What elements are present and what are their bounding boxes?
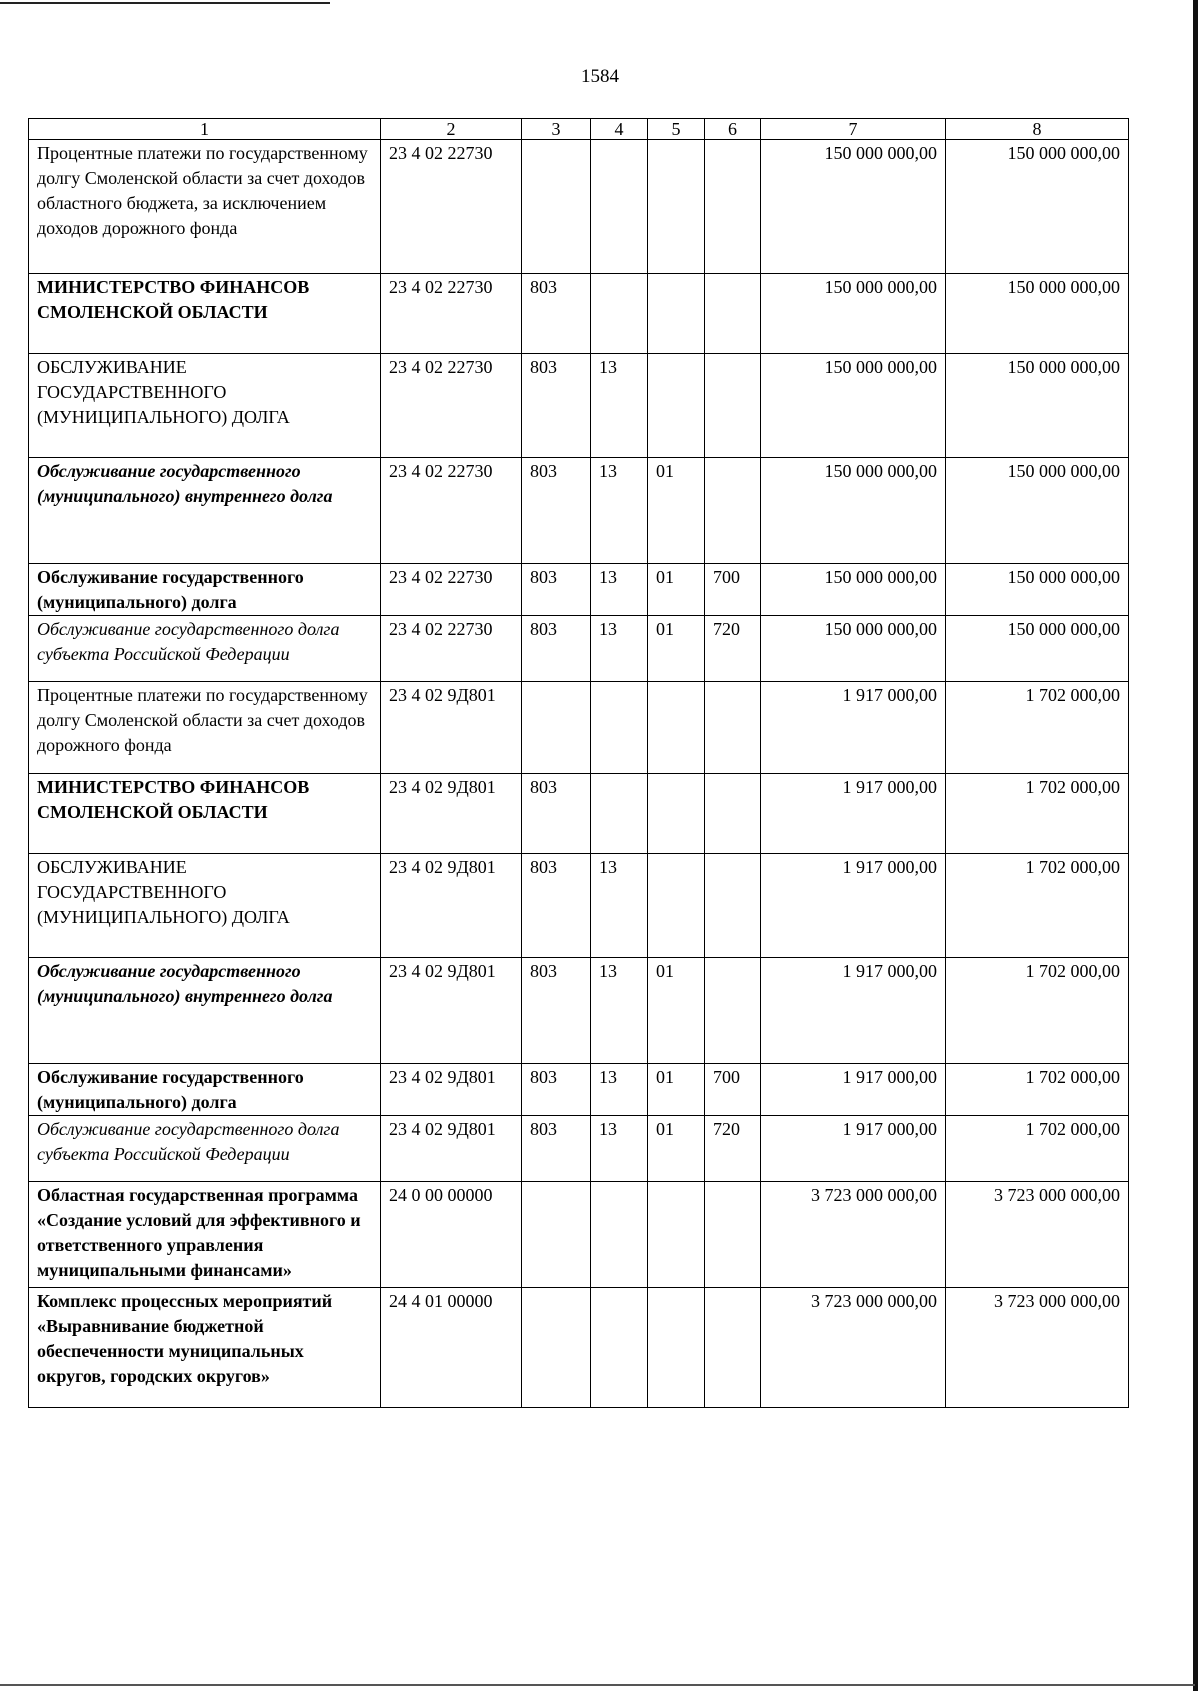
budget-table xyxy=(28,118,1129,1408)
ministry-code-cell: 803 xyxy=(522,774,591,854)
scan-edge-bottom xyxy=(0,1684,1195,1686)
amount-year2-cell: 3 723 000 000,00 xyxy=(946,1182,1129,1288)
subsection-code-cell xyxy=(648,774,705,854)
row-name-cell: Обслуживание государственного долга субъекта Российской Федерации xyxy=(29,1116,381,1182)
ministry-code-cell xyxy=(522,140,591,274)
amount-year1-cell: 150 000 000,00 xyxy=(761,274,946,354)
table-row xyxy=(29,1116,1129,1182)
row-name-cell: Обслуживание государственного (муниципального) внутреннего долга xyxy=(29,458,381,564)
expense-type-cell xyxy=(705,958,761,1064)
amount-year2-cell: 1 702 000,00 xyxy=(946,958,1129,1064)
section-code-cell xyxy=(591,1182,648,1288)
section-code-cell: 13 xyxy=(591,354,648,458)
amount-year2-cell: 3 723 000 000,00 xyxy=(946,1288,1129,1408)
ministry-code-cell: 803 xyxy=(522,1064,591,1116)
column-header: 1 xyxy=(29,119,381,140)
amount-year1-cell: 3 723 000 000,00 xyxy=(761,1288,946,1408)
expense-type-cell xyxy=(705,140,761,274)
target-article-cell: 23 4 02 22730 xyxy=(381,616,522,682)
expense-type-cell xyxy=(705,1182,761,1288)
target-article-cell: 23 4 02 9Д801 xyxy=(381,682,522,774)
section-code-cell xyxy=(591,682,648,774)
amount-year2-cell: 1 702 000,00 xyxy=(946,854,1129,958)
scan-edge-right xyxy=(1193,0,1198,1691)
expense-type-cell: 700 xyxy=(705,564,761,616)
table-row xyxy=(29,274,1129,354)
column-header: 3 xyxy=(522,119,591,140)
section-code-cell xyxy=(591,1288,648,1408)
table-row xyxy=(29,1182,1129,1288)
subsection-code-cell: 01 xyxy=(648,1116,705,1182)
amount-year1-cell: 1 917 000,00 xyxy=(761,1064,946,1116)
scan-edge-top xyxy=(0,2,330,4)
expense-type-cell xyxy=(705,1288,761,1408)
ministry-code-cell xyxy=(522,1182,591,1288)
column-header: 4 xyxy=(591,119,648,140)
expense-type-cell: 700 xyxy=(705,1064,761,1116)
amount-year2-cell: 150 000 000,00 xyxy=(946,274,1129,354)
column-header: 8 xyxy=(946,119,1129,140)
subsection-code-cell xyxy=(648,1288,705,1408)
amount-year1-cell: 150 000 000,00 xyxy=(761,140,946,274)
amount-year2-cell: 1 702 000,00 xyxy=(946,682,1129,774)
row-name-cell: Обслуживание государственного (муниципального) долга xyxy=(29,564,381,616)
ministry-code-cell: 803 xyxy=(522,354,591,458)
amount-year2-cell: 1 702 000,00 xyxy=(946,774,1129,854)
section-code-cell: 13 xyxy=(591,958,648,1064)
row-name-cell: Обслуживание государственного (муниципального) долга xyxy=(29,1064,381,1116)
target-article-cell: 23 4 02 22730 xyxy=(381,564,522,616)
row-name-cell: Обслуживание государственного (муниципального) внутреннего долга xyxy=(29,958,381,1064)
ministry-code-cell xyxy=(522,682,591,774)
amount-year1-cell: 1 917 000,00 xyxy=(761,774,946,854)
amount-year2-cell: 150 000 000,00 xyxy=(946,458,1129,564)
expense-type-cell xyxy=(705,774,761,854)
amount-year1-cell: 1 917 000,00 xyxy=(761,854,946,958)
ministry-code-cell: 803 xyxy=(522,274,591,354)
amount-year1-cell: 150 000 000,00 xyxy=(761,458,946,564)
amount-year2-cell: 150 000 000,00 xyxy=(946,140,1129,274)
row-name-cell: Процентные платежи по государственному долгу Смоленской области за счет доходов областного бюджета, за исключением доходов дорожного фонда xyxy=(29,140,381,274)
expense-type-cell xyxy=(705,274,761,354)
header-row xyxy=(29,119,1129,140)
expense-type-cell xyxy=(705,354,761,458)
page-number: 1584 xyxy=(581,66,619,87)
amount-year2-cell: 1 702 000,00 xyxy=(946,1064,1129,1116)
subsection-code-cell: 01 xyxy=(648,958,705,1064)
ministry-code-cell: 803 xyxy=(522,958,591,1064)
column-header: 5 xyxy=(648,119,705,140)
subsection-code-cell xyxy=(648,1182,705,1288)
target-article-cell: 24 4 01 00000 xyxy=(381,1288,522,1408)
row-name-cell: МИНИСТЕРСТВО ФИНАНСОВ СМОЛЕНСКОЙ ОБЛАСТИ xyxy=(29,274,381,354)
table-row xyxy=(29,958,1129,1064)
subsection-code-cell xyxy=(648,140,705,274)
column-header: 7 xyxy=(761,119,946,140)
amount-year1-cell: 150 000 000,00 xyxy=(761,354,946,458)
row-name-cell: Обслуживание государственного долга субъекта Российской Федерации xyxy=(29,616,381,682)
ministry-code-cell: 803 xyxy=(522,458,591,564)
subsection-code-cell xyxy=(648,274,705,354)
table-row xyxy=(29,140,1129,274)
target-article-cell: 23 4 02 22730 xyxy=(381,354,522,458)
ministry-code-cell: 803 xyxy=(522,854,591,958)
ministry-code-cell: 803 xyxy=(522,1116,591,1182)
subsection-code-cell xyxy=(648,682,705,774)
table-body xyxy=(29,140,1129,1408)
section-code-cell: 13 xyxy=(591,1116,648,1182)
expense-type-cell xyxy=(705,458,761,564)
column-header: 6 xyxy=(705,119,761,140)
amount-year1-cell: 150 000 000,00 xyxy=(761,616,946,682)
expense-type-cell: 720 xyxy=(705,616,761,682)
target-article-cell: 23 4 02 9Д801 xyxy=(381,774,522,854)
section-code-cell: 13 xyxy=(591,458,648,564)
table-row xyxy=(29,854,1129,958)
expense-type-cell: 720 xyxy=(705,1116,761,1182)
table-row xyxy=(29,458,1129,564)
section-code-cell xyxy=(591,774,648,854)
target-article-cell: 23 4 02 9Д801 xyxy=(381,854,522,958)
table-row xyxy=(29,1288,1129,1408)
row-name-cell: ОБСЛУЖИВАНИЕ ГОСУДАРСТВЕННОГО (МУНИЦИПАЛЬНОГО) ДОЛГА xyxy=(29,854,381,958)
amount-year1-cell: 3 723 000 000,00 xyxy=(761,1182,946,1288)
row-name-cell: ОБСЛУЖИВАНИЕ ГОСУДАРСТВЕННОГО (МУНИЦИПАЛЬНОГО) ДОЛГА xyxy=(29,354,381,458)
section-code-cell: 13 xyxy=(591,564,648,616)
table-row xyxy=(29,564,1129,616)
section-code-cell: 13 xyxy=(591,616,648,682)
amount-year1-cell: 150 000 000,00 xyxy=(761,564,946,616)
table-row xyxy=(29,682,1129,774)
table-row xyxy=(29,354,1129,458)
amount-year1-cell: 1 917 000,00 xyxy=(761,1116,946,1182)
row-name-cell: Комплекс процессных мероприятий «Выравнивание бюджетной обеспеченности муниципальных округов, городских округов» xyxy=(29,1288,381,1408)
subsection-code-cell: 01 xyxy=(648,564,705,616)
target-article-cell: 24 0 00 00000 xyxy=(381,1182,522,1288)
target-article-cell: 23 4 02 22730 xyxy=(381,458,522,564)
section-code-cell: 13 xyxy=(591,1064,648,1116)
table-row xyxy=(29,616,1129,682)
row-name-cell: Процентные платежи по государственному долгу Смоленской области за счет доходов дорожного фонда xyxy=(29,682,381,774)
row-name-cell: МИНИСТЕРСТВО ФИНАНСОВ СМОЛЕНСКОЙ ОБЛАСТИ xyxy=(29,774,381,854)
expense-type-cell xyxy=(705,854,761,958)
target-article-cell: 23 4 02 9Д801 xyxy=(381,1064,522,1116)
amount-year2-cell: 1 702 000,00 xyxy=(946,1116,1129,1182)
ministry-code-cell xyxy=(522,1288,591,1408)
target-article-cell: 23 4 02 22730 xyxy=(381,140,522,274)
table-row xyxy=(29,774,1129,854)
subsection-code-cell xyxy=(648,854,705,958)
target-article-cell: 23 4 02 9Д801 xyxy=(381,1116,522,1182)
section-code-cell xyxy=(591,140,648,274)
expense-type-cell xyxy=(705,682,761,774)
subsection-code-cell: 01 xyxy=(648,1064,705,1116)
amount-year2-cell: 150 000 000,00 xyxy=(946,564,1129,616)
table-row xyxy=(29,1064,1129,1116)
target-article-cell: 23 4 02 9Д801 xyxy=(381,958,522,1064)
section-code-cell xyxy=(591,274,648,354)
target-article-cell: 23 4 02 22730 xyxy=(381,274,522,354)
section-code-cell: 13 xyxy=(591,854,648,958)
subsection-code-cell xyxy=(648,354,705,458)
ministry-code-cell: 803 xyxy=(522,616,591,682)
subsection-code-cell: 01 xyxy=(648,616,705,682)
ministry-code-cell: 803 xyxy=(522,564,591,616)
amount-year1-cell: 1 917 000,00 xyxy=(761,958,946,1064)
amount-year2-cell: 150 000 000,00 xyxy=(946,616,1129,682)
column-header: 2 xyxy=(381,119,522,140)
subsection-code-cell: 01 xyxy=(648,458,705,564)
row-name-cell: Областная государственная программа «Создание условий для эффективного и ответственного управления муниципальными финансами» xyxy=(29,1182,381,1288)
amount-year1-cell: 1 917 000,00 xyxy=(761,682,946,774)
amount-year2-cell: 150 000 000,00 xyxy=(946,354,1129,458)
